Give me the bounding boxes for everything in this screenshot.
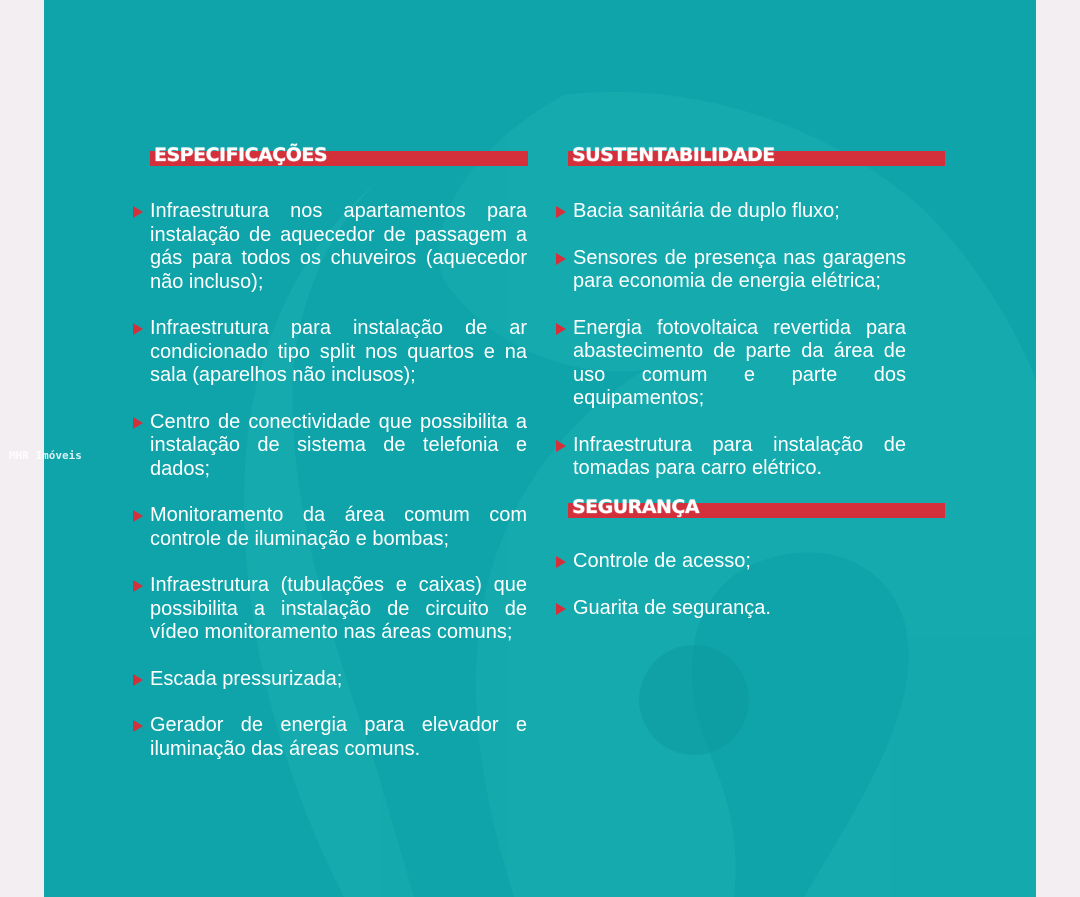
arrow-bullet-icon [133,510,143,522]
seguranca-list [556,550,906,620]
arrow-bullet-icon [133,417,143,429]
list-item [556,247,906,294]
sustentabilidade-list [556,200,906,481]
list-item [133,504,527,551]
especificacoes-header [150,143,528,173]
list-item-text: Gerador de energia para elevador e iluminação das áreas comuns. [150,714,527,760]
arrow-bullet-icon [133,720,143,732]
list-item-text: Controle de acesso; [573,550,751,572]
seguranca-title: SEGURANÇA [572,496,700,518]
list-item-text: Energia fotovoltaica revertida para abastecimento de parte da área de uso comum e parte dos equipamentos; [573,316,906,409]
especificacoes-list [133,200,527,761]
list-item [133,200,527,294]
list-item [133,714,527,761]
list-item [556,550,906,574]
arrow-bullet-icon [556,440,566,452]
list-item [133,574,527,645]
arrow-bullet-icon [556,603,566,615]
arrow-bullet-icon [556,253,566,265]
arrow-bullet-icon [556,323,566,335]
list-item [133,668,527,692]
arrow-bullet-icon [133,323,143,335]
list-item [556,597,906,621]
arrow-bullet-icon [556,556,566,568]
list-item [556,317,906,411]
list-item-text: Infraestrutura (tubulações e caixas) que possibilita a instalação de circuito de vídeo monitoramento nas áreas comuns; [150,574,527,643]
brochure-panel [44,0,1036,897]
list-item [556,200,906,224]
list-item-text: Escada pressurizada; [150,667,343,690]
especificacoes-title: ESPECIFICAÇÕES [154,144,328,166]
list-item-text: Sensores de presença nas garagens para economia de energia elétrica; [573,246,906,292]
list-item-text: Infraestrutura nos apartamentos para instalação de aquecedor de passagem a gás para todos os chuveiros (aquecedor não incluso); [150,200,527,293]
list-item [133,411,527,482]
arrow-bullet-icon [133,206,143,218]
list-item-text: Infraestrutura para instalação de tomadas para carro elétrico. [573,433,906,479]
list-item-text: Guarita de segurança. [573,596,771,619]
arrow-bullet-icon [556,206,566,218]
list-item-text: Monitoramento da área comum com controle de iluminação e bombas; [150,504,527,550]
list-item-text: Centro de conectividade que possibilita a instalação de sistema de telefonia e dados; [150,410,527,480]
list-item [133,317,527,388]
list-item-text: Bacia sanitária de duplo fluxo; [573,200,840,222]
list-item [556,434,906,481]
sustentabilidade-title: SUSTENTABILIDADE [572,144,775,166]
arrow-bullet-icon [133,674,143,686]
arrow-bullet-icon [133,580,143,592]
sustentabilidade-header [568,143,945,173]
watermark-text: MHR Imóveis [9,449,82,462]
list-item-text: Infraestrutura para instalação de ar condicionado tipo split nos quartos e na sala (aparelhos não inclusos); [150,317,527,386]
seguranca-header [568,495,945,525]
